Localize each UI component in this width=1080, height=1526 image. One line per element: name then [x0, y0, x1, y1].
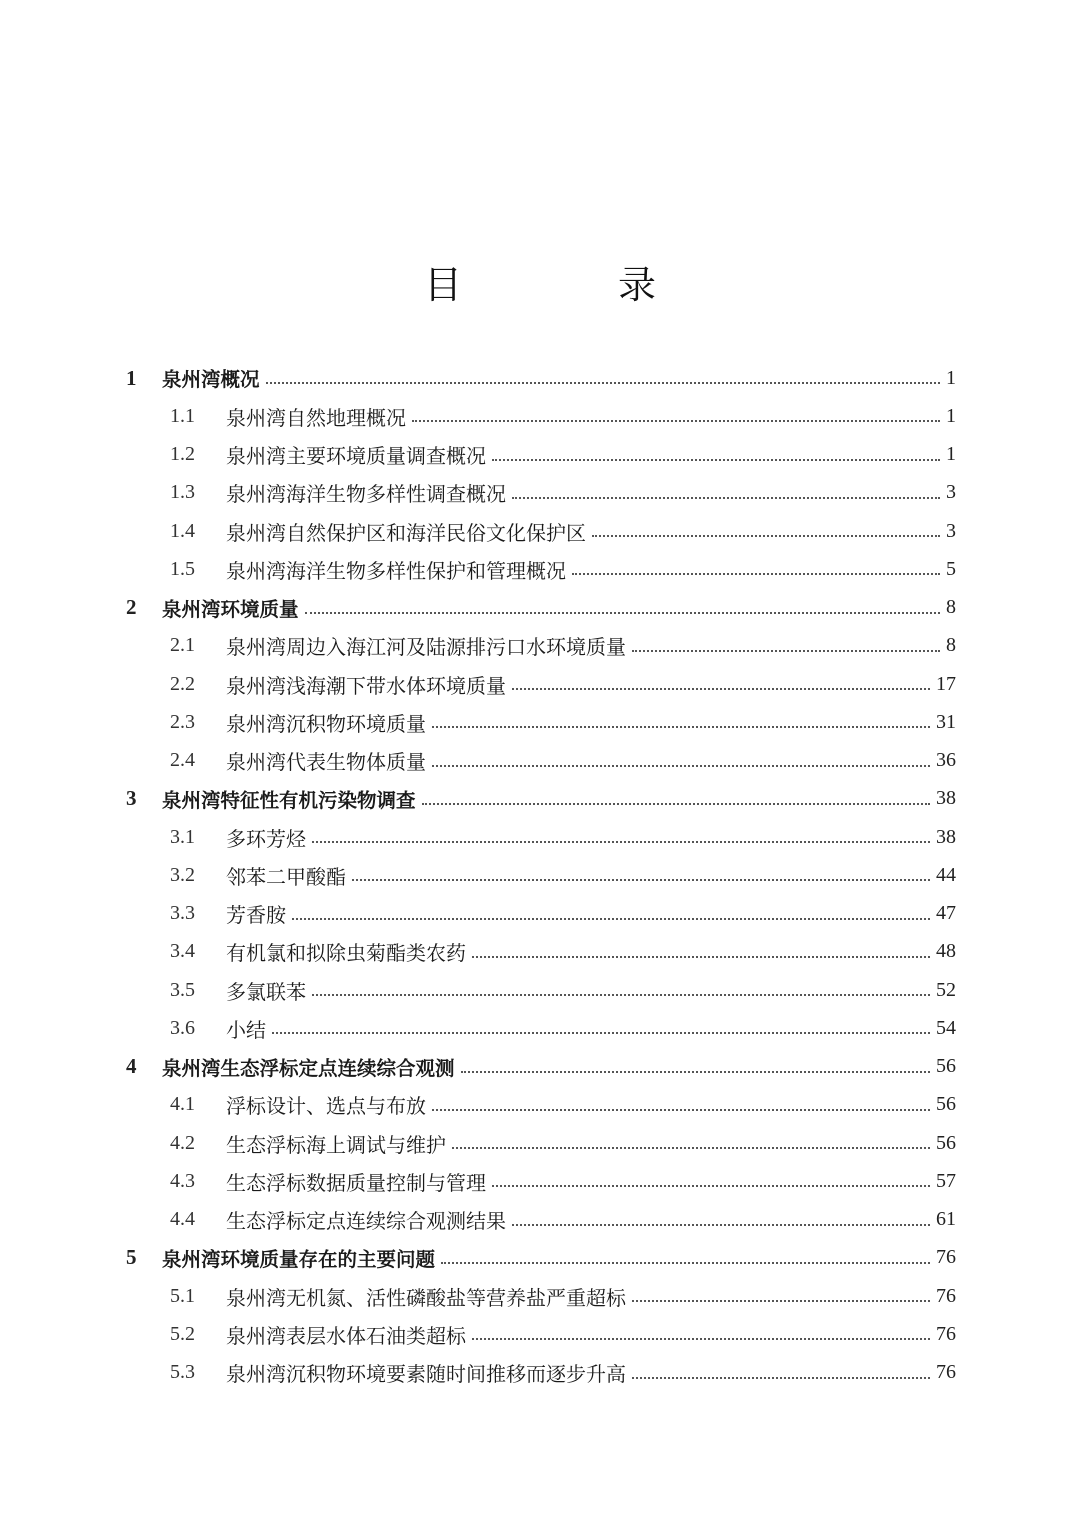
- toc-page-number: 3: [946, 519, 956, 542]
- toc-page-number: 54: [936, 1016, 956, 1039]
- toc-entry-title: 泉州湾环境质量存在的主要问题: [162, 1247, 436, 1271]
- toc-dot-leader: [352, 879, 930, 881]
- toc-entry-title: 有机氯和拟除虫菊酯类农药: [226, 941, 466, 966]
- toc-page-number: 56: [936, 1093, 956, 1116]
- toc-page-number: 8: [946, 596, 956, 619]
- toc-page-number: 31: [936, 710, 956, 733]
- toc-page-number: 47: [936, 902, 956, 925]
- toc-page-number: 56: [936, 1131, 956, 1154]
- toc-section-row: [124, 397, 956, 435]
- toc-entry-number: 2.1: [170, 634, 195, 657]
- toc-entry-title: 浮标设计、选点与布放: [226, 1094, 426, 1119]
- toc-page-number: 36: [936, 749, 956, 772]
- toc-entry-title: 小结: [226, 1017, 266, 1042]
- toc-dot-leader: [632, 1377, 930, 1379]
- toc-section-row: [124, 895, 956, 933]
- toc-entry-number: 2: [126, 595, 137, 620]
- toc-entry-number: 5.1: [170, 1284, 195, 1307]
- toc-chapter-row: [124, 589, 956, 627]
- toc-section-row: [124, 933, 956, 971]
- toc-entry-title: 泉州湾自然地理概况: [226, 405, 406, 430]
- toc-section-row: [124, 971, 956, 1009]
- toc-entry-title: 泉州湾无机氮、活性磷酸盐等营养盐严重超标: [226, 1285, 626, 1310]
- toc-page-number: 1: [946, 443, 956, 466]
- toc-section-row: [124, 550, 956, 588]
- toc-dot-leader: [492, 1185, 930, 1187]
- toc-page-number: 38: [936, 787, 956, 810]
- toc-section-row: [124, 1201, 956, 1239]
- toc-page-number: 17: [936, 672, 956, 695]
- toc-dot-leader: [422, 803, 930, 805]
- toc-page-number: 8: [946, 634, 956, 657]
- toc-entry-number: 3.5: [170, 978, 195, 1001]
- toc-entry-number: 1.1: [170, 404, 195, 427]
- toc-section-row: [124, 856, 956, 894]
- toc-dot-leader: [472, 1338, 930, 1340]
- toc-entry-number: 1.5: [170, 557, 195, 580]
- toc-dot-leader: [441, 1262, 930, 1264]
- toc-dot-leader: [305, 612, 940, 614]
- toc-entry-number: 2.4: [170, 749, 195, 772]
- toc-section-row: [124, 1162, 956, 1200]
- toc-entry-title: 多氯联苯: [226, 979, 306, 1004]
- toc-dot-leader: [572, 573, 940, 575]
- toc-section-row: [124, 665, 956, 703]
- toc-dot-leader: [312, 841, 930, 843]
- toc-entry-number: 5.2: [170, 1322, 195, 1345]
- toc-dot-leader: [432, 1109, 930, 1111]
- toc-entry-title: 生态浮标海上调试与维护: [226, 1132, 446, 1157]
- toc-entry-title: 芳香胺: [226, 903, 286, 928]
- toc-entry-title: 泉州湾特征性有机污染物调查: [162, 788, 416, 812]
- toc-dot-leader: [312, 994, 930, 996]
- toc-section-row: [124, 1315, 956, 1353]
- toc-entry-number: 3.4: [170, 940, 195, 963]
- toc-entry-title: 泉州湾浅海潮下带水体环境质量: [226, 673, 506, 698]
- toc-section-row: [124, 627, 956, 665]
- toc-dot-leader: [632, 1300, 930, 1302]
- toc-section-row: [124, 474, 956, 512]
- toc-entry-number: 4.3: [170, 1169, 195, 1192]
- toc-entry-number: 4.1: [170, 1093, 195, 1116]
- toc-entry-title: 泉州湾自然保护区和海洋民俗文化保护区: [226, 520, 586, 545]
- page-title: 目 录: [423, 263, 729, 307]
- toc-entry-number: 1: [126, 365, 137, 390]
- toc-dot-leader: [472, 956, 930, 958]
- toc-entry-title: 泉州湾概况: [162, 368, 260, 392]
- toc-dot-leader: [432, 765, 930, 767]
- toc-entry-number: 5: [126, 1245, 137, 1270]
- toc-entry-title: 泉州湾代表生物体质量: [226, 750, 426, 775]
- toc-dot-leader: [461, 1071, 930, 1073]
- toc-entry-title: 泉州湾海洋生物多样性调查概况: [226, 482, 506, 507]
- toc-page-number: 1: [946, 404, 956, 427]
- toc-section-row: [124, 818, 956, 856]
- toc-page-number: 76: [936, 1246, 956, 1269]
- toc-entry-title: 多环芳烃: [226, 826, 306, 851]
- toc-page-number: 52: [936, 978, 956, 1001]
- toc-dot-leader: [512, 1224, 930, 1226]
- toc-section-row: [124, 1086, 956, 1124]
- toc-entry-number: 2.2: [170, 672, 195, 695]
- toc-section-row: [124, 1009, 956, 1047]
- toc-page-number: 76: [936, 1322, 956, 1345]
- toc-entry-title: 生态浮标数据质量控制与管理: [226, 1170, 486, 1195]
- toc-page-number: 44: [936, 863, 956, 886]
- toc-page-number: 76: [936, 1361, 956, 1384]
- toc-section-row: [124, 1277, 956, 1315]
- toc-dot-leader: [292, 918, 930, 920]
- toc-chapter-row: [124, 780, 956, 818]
- toc-entry-number: 1.4: [170, 519, 195, 542]
- toc-page-number: 61: [936, 1208, 956, 1231]
- toc-entry-number: 2.3: [170, 710, 195, 733]
- toc-section-row: [124, 512, 956, 550]
- toc-entry-title: 泉州湾表层水体石油类超标: [226, 1323, 466, 1348]
- toc-dot-leader: [512, 497, 940, 499]
- toc-entry-number: 3.6: [170, 1016, 195, 1039]
- toc-entry-number: 1.2: [170, 443, 195, 466]
- toc-entry-title: 泉州湾主要环境质量调查概况: [226, 444, 486, 469]
- toc-entry-number: 3.1: [170, 825, 195, 848]
- toc-dot-leader: [512, 688, 930, 690]
- toc-page-number: 57: [936, 1169, 956, 1192]
- toc-entry-title: 生态浮标定点连续综合观测结果: [226, 1209, 506, 1234]
- toc-dot-leader: [412, 420, 940, 422]
- toc-entry-title: 泉州湾环境质量: [162, 597, 299, 621]
- toc-section-row: [124, 1354, 956, 1392]
- toc-section-row: [124, 703, 956, 741]
- table-of-contents: [124, 359, 956, 1392]
- toc-chapter-row: [124, 359, 956, 397]
- toc-page-number: 1: [946, 366, 956, 389]
- toc-dot-leader: [432, 726, 930, 728]
- toc-entry-number: 4.2: [170, 1131, 195, 1154]
- toc-entry-number: 1.3: [170, 481, 195, 504]
- toc-chapter-row: [124, 1239, 956, 1277]
- toc-entry-number: 4: [126, 1054, 137, 1079]
- toc-dot-leader: [452, 1147, 930, 1149]
- toc-dot-leader: [266, 382, 940, 384]
- toc-entry-title: 邻苯二甲酸酯: [226, 864, 346, 889]
- toc-chapter-row: [124, 1048, 956, 1086]
- toc-entry-title: 泉州湾生态浮标定点连续综合观测: [162, 1056, 455, 1080]
- toc-entry-number: 5.3: [170, 1361, 195, 1384]
- toc-entry-number: 3: [126, 786, 137, 811]
- toc-page-number: 3: [946, 481, 956, 504]
- toc-entry-title: 泉州湾沉积物环境要素随时间推移而逐步升高: [226, 1362, 626, 1387]
- toc-entry-title: 泉州湾周边入海江河及陆源排污口水环境质量: [226, 635, 626, 660]
- toc-dot-leader: [492, 459, 940, 461]
- toc-page-number: 56: [936, 1055, 956, 1078]
- toc-entry-number: 4.4: [170, 1208, 195, 1231]
- toc-section-row: [124, 436, 956, 474]
- toc-entry-number: 3.3: [170, 902, 195, 925]
- toc-entry-title: 泉州湾沉积物环境质量: [226, 711, 426, 736]
- toc-page-number: 38: [936, 825, 956, 848]
- toc-entry-title: 泉州湾海洋生物多样性保护和管理概况: [226, 558, 566, 583]
- toc-dot-leader: [632, 650, 940, 652]
- toc-entry-number: 3.2: [170, 863, 195, 886]
- toc-dot-leader: [592, 535, 940, 537]
- toc-dot-leader: [272, 1032, 930, 1034]
- toc-section-row: [124, 1124, 956, 1162]
- toc-page-number: 48: [936, 940, 956, 963]
- toc-page-number: 76: [936, 1284, 956, 1307]
- toc-page-number: 5: [946, 557, 956, 580]
- toc-section-row: [124, 742, 956, 780]
